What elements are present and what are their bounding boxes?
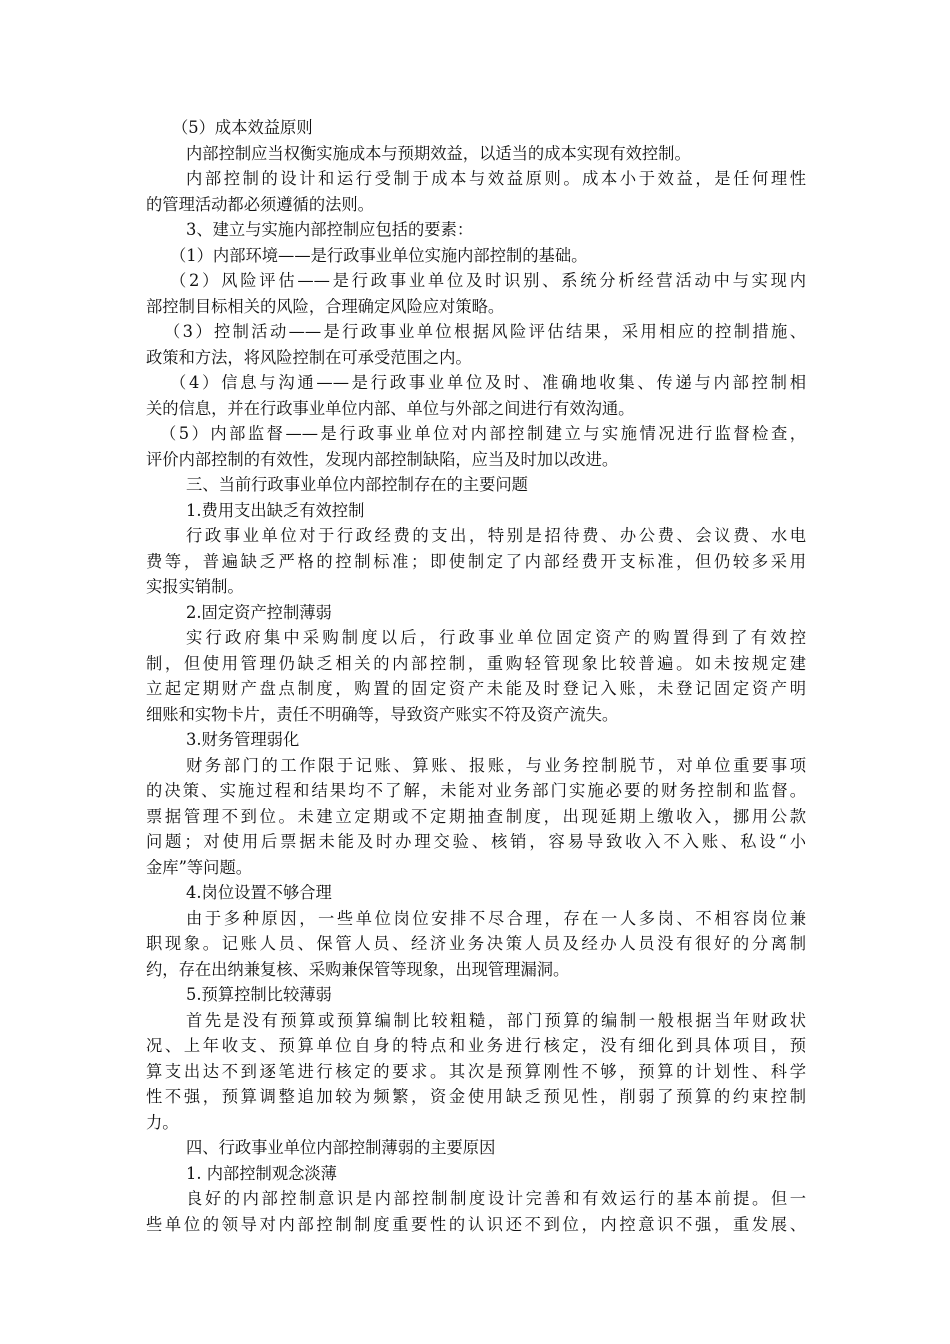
line-text: 金库”等问题。 bbox=[146, 857, 253, 877]
text-line bbox=[146, 676, 806, 702]
line-text: 性不强，预算调整追加较为频繁，资金使用缺乏预见性，削弱了预算的约束控制 bbox=[146, 1087, 806, 1106]
line-text: （5）内部监督——是行政事业单位对内部控制建立与实施情况进行监督检查， bbox=[160, 424, 806, 443]
line-text: 部控制目标相关的风险，合理确定风险应对策略。 bbox=[146, 296, 505, 316]
text-line bbox=[146, 421, 806, 447]
text-line bbox=[146, 829, 806, 855]
line-text: （2）风险评估——是行政事业单位及时识别、系统分析经营活动中与实现内 bbox=[170, 271, 806, 290]
text-line bbox=[146, 319, 806, 345]
text-line bbox=[146, 702, 806, 728]
line-text: 行政事业单位对于行政经费的支出，特别是招待费、办公费、会议费、水电 bbox=[186, 526, 806, 545]
text-line bbox=[146, 396, 806, 422]
line-text: 1. 内部控制观念淡薄 bbox=[186, 1163, 337, 1183]
line-text: 票据管理不到位。未建立定期或不定期抽查制度，出现延期上缴收入，挪用公款 bbox=[146, 806, 806, 826]
text-line bbox=[146, 115, 806, 141]
line-text: 费等，普遍缺乏严格的控制标准；即使制定了内部经费开支标准，但仍较多采用 bbox=[146, 551, 806, 571]
text-line bbox=[146, 1084, 806, 1110]
text-line bbox=[146, 192, 806, 218]
line-text: 评价内部控制的有效性，发现内部控制缺陷，应当及时加以改进。 bbox=[146, 449, 619, 469]
text-line bbox=[146, 1212, 806, 1238]
line-text: （5）成本效益原则 bbox=[172, 118, 313, 137]
line-text: 由于多种原因，一些单位岗位安排不尽合理，存在一人多岗、不相容岗位兼 bbox=[186, 908, 806, 928]
line-text: 内部控制的设计和运行受制于成本与效益原则。成本小于效益，是任何理性 bbox=[186, 169, 806, 188]
text-line bbox=[146, 804, 806, 830]
text-line bbox=[146, 855, 806, 881]
line-text: 的决策、实施过程和结果均不了解，未能对业务部门实施必要的财务控制和监督。 bbox=[146, 781, 806, 800]
line-text: 关的信息，并在行政事业单位内部、单位与外部之间进行有效沟通。 bbox=[146, 398, 635, 418]
text-line bbox=[146, 268, 806, 294]
line-text: 况、上年收支、预算单位自身的特点和业务进行核定，没有细化到具体项目，预 bbox=[146, 1036, 806, 1055]
line-text: 立起定期财产盘点制度，购置的固定资产未能及时登记入账，未登记固定资产明 bbox=[146, 679, 806, 698]
text-line bbox=[146, 880, 806, 906]
line-text: （1）内部环境——是行政事业单位实施内部控制的基础。 bbox=[170, 245, 588, 265]
line-text: 三、当前行政事业单位内部控制存在的主要问题 bbox=[186, 475, 528, 494]
text-line bbox=[146, 447, 806, 473]
document-body bbox=[146, 115, 806, 1237]
line-text: 3、建立与实施内部控制应包括的要素： bbox=[186, 220, 474, 239]
line-text: 2.固定资产控制薄弱 bbox=[186, 602, 332, 622]
line-text: 政策和方法，将风险控制在可承受范围之内。 bbox=[146, 347, 472, 367]
text-line bbox=[146, 1033, 806, 1059]
line-text: 算支出达不到逐笔进行核定的要求。其次是预算刚性不够，预算的计划性、科学 bbox=[146, 1061, 806, 1081]
line-text: 财务部门的工作限于记账、算账、报账，与业务控制脱节，对单位重要事项 bbox=[186, 755, 806, 775]
line-text: （3）控制活动——是行政事业单位根据风险评估结果，采用相应的控制措施、 bbox=[164, 322, 806, 341]
text-line bbox=[146, 243, 806, 269]
line-text: 的管理活动都必须遵循的法则。 bbox=[146, 194, 374, 214]
text-line bbox=[146, 549, 806, 575]
text-line bbox=[146, 753, 806, 779]
line-text: 实报实销制。 bbox=[146, 577, 244, 596]
line-text: 四、行政事业单位内部控制薄弱的主要原因 bbox=[186, 1138, 496, 1157]
text-line bbox=[146, 778, 806, 804]
text-line bbox=[146, 217, 806, 243]
text-line bbox=[146, 574, 806, 600]
line-text: 职现象。记账人员、保管人员、经济业务决策人员及经办人员没有很好的分离制 bbox=[146, 934, 806, 953]
line-text: 5.预算控制比较薄弱 bbox=[186, 985, 332, 1004]
text-line bbox=[146, 472, 806, 498]
text-line bbox=[146, 957, 806, 983]
text-line bbox=[146, 1110, 806, 1136]
text-line bbox=[146, 625, 806, 651]
text-line bbox=[146, 166, 806, 192]
text-line bbox=[146, 727, 806, 753]
text-line bbox=[146, 294, 806, 320]
text-line bbox=[146, 651, 806, 677]
line-text: 内部控制应当权衡实施成本与预期效益，以适当的成本实现有效控制。 bbox=[186, 143, 691, 163]
line-text: 力。 bbox=[146, 1112, 179, 1132]
text-line bbox=[146, 600, 806, 626]
line-text: 细账和实物卡片，责任不明确等，导致资产账实不符及资产流失。 bbox=[146, 704, 619, 724]
text-line bbox=[146, 1008, 806, 1034]
line-text: 实行政府集中采购制度以后，行政事业单位固定资产的购置得到了有效控 bbox=[186, 628, 806, 647]
line-text: 些单位的领导对内部控制制度重要性的认识还不到位，内控意识不强，重发展、 bbox=[146, 1214, 806, 1234]
text-line bbox=[146, 931, 806, 957]
line-text: 良好的内部控制意识是内部控制制度设计完善和有效运行的基本前提。但一 bbox=[186, 1189, 806, 1208]
text-line bbox=[146, 345, 806, 371]
text-line bbox=[146, 1059, 806, 1085]
text-line bbox=[146, 523, 806, 549]
text-line bbox=[146, 906, 806, 932]
line-text: 3.财务管理弱化 bbox=[186, 730, 300, 749]
text-line bbox=[146, 370, 806, 396]
line-text: 首先是没有预算或预算编制比较粗糙，部门预算的编制一般根据当年财政状 bbox=[186, 1010, 806, 1030]
line-text: 约，存在出纳兼复核、采购兼保管等现象，出现管理漏洞。 bbox=[146, 959, 570, 979]
line-text: 制，但使用管理仍缺乏相关的内部控制，重购轻管现象比较普遍。如未按规定建 bbox=[146, 653, 806, 673]
text-line bbox=[146, 982, 806, 1008]
line-text: 1.费用支出缺乏有效控制 bbox=[186, 500, 365, 520]
line-text: 4.岗位设置不够合理 bbox=[186, 883, 332, 902]
text-line bbox=[146, 141, 806, 167]
line-text: （4）信息与沟通——是行政事业单位及时、准确地收集、传递与内部控制相 bbox=[170, 373, 806, 392]
text-line bbox=[146, 1161, 806, 1187]
text-line bbox=[146, 1135, 806, 1161]
text-line bbox=[146, 498, 806, 524]
line-text: 问题；对使用后票据未能及时办理交验、核销，容易导致收入不入账、私设“小 bbox=[146, 832, 806, 851]
text-line bbox=[146, 1186, 806, 1212]
